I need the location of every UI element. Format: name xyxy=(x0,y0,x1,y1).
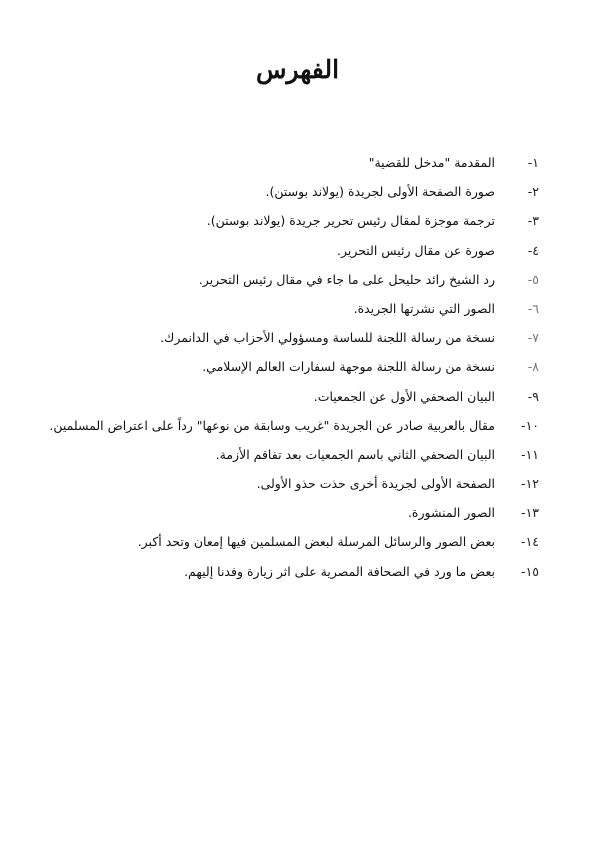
toc-item-number: ٩- xyxy=(527,388,539,404)
toc-item-11 xyxy=(39,440,539,469)
toc-item-number: ١١- xyxy=(521,446,539,462)
toc-item-4 xyxy=(39,236,539,265)
toc-item-number: ١٢- xyxy=(521,476,539,492)
toc-item-number: ٤- xyxy=(527,242,539,258)
toc-item-text: بعض الصور والرسائل المرسلة لبعض المسلمين فيها إمعان وتحد أكبر. xyxy=(137,534,495,550)
toc-item-13 xyxy=(39,498,539,527)
toc-item-text: الصور التي نشرتها الجريدة. xyxy=(353,300,495,316)
toc-item-text: البيان الصحفي الثاني باسم الجمعيات بعد تفاقم الأزمة. xyxy=(215,446,495,462)
toc-item-8 xyxy=(39,352,539,381)
page-title: الفهرس xyxy=(255,55,340,84)
toc-item-text: نسخة من رسالة اللجنة للساسة ومسؤولي الأحزاب في الدانمرك. xyxy=(160,330,495,346)
toc-item-10 xyxy=(39,411,539,440)
toc-item-number: ١- xyxy=(527,155,539,170)
toc-item-15 xyxy=(39,557,539,586)
toc-item-text: بعض ما ورد في الصحافة المصرية على اثر زيارة وفدنا إليهم. xyxy=(184,563,495,579)
toc-item-text: مقال بالعربية صادر عن الجريدة "غريب وسابقة من نوعها" رداً على اعتراض المسلمين. xyxy=(49,417,495,433)
toc-item-number: ١٥- xyxy=(521,563,539,579)
toc-item-number: ٢- xyxy=(527,184,539,200)
toc-item-3 xyxy=(39,206,539,235)
toc-item-number: ٣- xyxy=(527,213,539,229)
toc-item-9 xyxy=(39,382,539,411)
toc-item-text: المقدمة "مدخل للقضية" xyxy=(368,155,495,170)
toc-item-number: ٧- xyxy=(527,330,539,346)
toc-item-text: صورة الصفحة الأولى لجريدة (يولاند بوستن). xyxy=(265,184,495,200)
toc-item-5 xyxy=(39,265,539,294)
toc-item-1 xyxy=(39,148,539,177)
toc-item-text: الصفحة الأولى لجريدة أخرى حذت حذو الأولى. xyxy=(256,476,495,492)
toc-item-text: البيان الصحفي الأول عن الجمعيات. xyxy=(313,388,495,404)
toc-item-text: الصور المنشورة. xyxy=(407,505,495,521)
toc-item-number: ٨- xyxy=(527,359,539,375)
toc-item-text: صورة عن مقال رئيس التحرير. xyxy=(336,242,495,258)
toc-item-number: ١٣- xyxy=(521,505,539,521)
toc-item-2 xyxy=(39,177,539,206)
toc-item-12 xyxy=(39,469,539,498)
toc-item-number: ٥- xyxy=(527,271,539,287)
toc-item-6 xyxy=(39,294,539,323)
toc-item-text: رد الشيخ رائد حليحل على ما جاء في مقال رئيس التحرير. xyxy=(198,271,495,287)
toc-item-text: نسخة من رسالة اللجنة موجهة لسفارات العالم الإسلامي. xyxy=(202,359,495,375)
toc-item-text: ترجمة موجزة لمقال رئيس تحرير جريدة (يولاند بوستن). xyxy=(206,213,495,229)
table-of-contents xyxy=(39,148,539,586)
toc-item-14 xyxy=(39,527,539,556)
toc-item-7 xyxy=(39,323,539,352)
toc-item-number: ١٤- xyxy=(521,534,539,550)
toc-item-number: ١٠- xyxy=(521,417,539,433)
toc-item-number: ٦- xyxy=(527,300,539,316)
